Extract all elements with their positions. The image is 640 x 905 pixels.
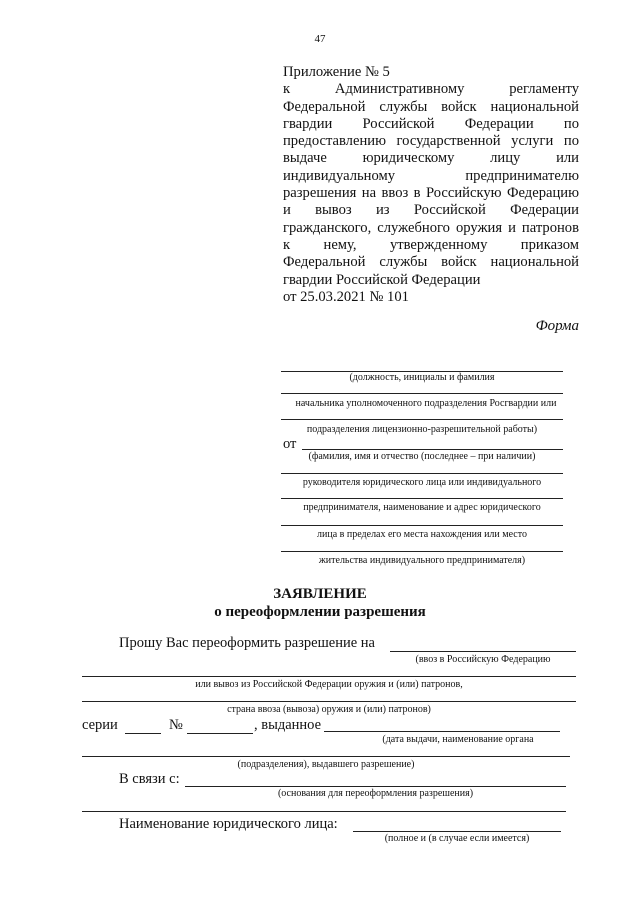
caption-import: (ввоз в Российскую Федерацию xyxy=(415,654,551,665)
grounds-field-2[interactable] xyxy=(82,811,566,812)
caption-date: (дата выдачи, наименование органа xyxy=(382,734,534,745)
appendix-line: Федеральной службы войск национальной xyxy=(283,254,579,271)
series-field[interactable] xyxy=(125,733,161,734)
appendix-line: Федеральной службы войск национальной xyxy=(283,98,579,115)
due-to-label: В связи с: xyxy=(119,771,180,787)
permit-type-field-3[interactable] xyxy=(82,701,576,702)
appendix-line: гвардии Российской Федерации xyxy=(283,271,481,288)
addressee-caption-3: подразделения лицензионно-разрешительной работы) xyxy=(306,424,538,435)
addressee-caption-5: руководителя юридического лица или индивидуального xyxy=(302,477,542,488)
appendix-line: разрешения на ввоз в Российскую Федерацию xyxy=(283,185,579,202)
number-field[interactable] xyxy=(187,733,253,734)
from-label: от xyxy=(283,436,297,452)
appendix-line: к нему, утвержденному приказом xyxy=(283,236,579,253)
appendix-line: к Административному регламенту xyxy=(283,81,579,98)
appendix-line: и вывоз из Российской Федерации xyxy=(283,202,579,219)
title-line-2: о переоформлении разрешения xyxy=(214,604,426,620)
addressee-caption-8: жительства индивидуального предпринимателя) xyxy=(318,555,526,566)
issued-label: , выданное xyxy=(254,717,322,733)
page-number: 47 xyxy=(314,33,326,45)
document-title xyxy=(0,585,640,621)
issued-field[interactable] xyxy=(324,731,560,732)
addressee-line-3 xyxy=(281,419,563,420)
request-text: Прошу Вас переоформить разрешение на xyxy=(119,635,375,651)
appendix-line: выдаче юридическому лицу или xyxy=(283,150,579,167)
addressee-caption-7: лица в пределах его места нахождения или место xyxy=(317,529,527,540)
permit-type-field[interactable] xyxy=(390,651,576,652)
addressee-line-7 xyxy=(281,525,563,526)
number-label: № xyxy=(169,717,183,733)
addressee-caption-2: начальника уполномоченного подразделения Росгвардии или xyxy=(295,398,557,409)
caption-export: или вывоз из Российской Федерации оружия и (или) патронов, xyxy=(195,679,463,690)
addressee-caption-6: предпринимателя, наименование и адрес юридического xyxy=(303,502,541,513)
addressee-line-8 xyxy=(281,551,563,552)
caption-department: (подразделения), выдавшего разрешение) xyxy=(237,759,415,770)
grounds-field[interactable] xyxy=(185,786,566,787)
appendix-line: Приложение № 5 xyxy=(283,64,390,80)
appendix-line: предоставлению государственной услуги по xyxy=(283,133,579,150)
addressee-line-6 xyxy=(281,498,563,499)
permit-type-field-2[interactable] xyxy=(82,676,576,677)
series-label: серии xyxy=(82,717,118,733)
title-line-1: ЗАЯВЛЕНИЕ xyxy=(273,586,367,602)
addressee-line-5 xyxy=(281,473,563,474)
caption-country: страна ввоза (вывоза) оружия и (или) патронов) xyxy=(227,704,431,715)
appendix-line: гражданского, служебного оружия и патронов xyxy=(283,219,579,236)
entity-name-label: Наименование юридического лица: xyxy=(119,816,338,832)
addressee-caption-4: (фамилия, имя и отчество (последнее – при наличии) xyxy=(308,451,536,462)
appendix-header xyxy=(283,64,579,306)
appendix-line: гвардии Российской Федерации по xyxy=(283,115,579,132)
department-field[interactable] xyxy=(82,756,570,757)
addressee-caption-1: (должность, инициалы и фамилия xyxy=(349,372,495,383)
addressee-line-4 xyxy=(302,449,563,450)
caption-full-name: (полное и (в случае если имеется) xyxy=(384,833,530,844)
caption-grounds: (основания для переоформления разрешения) xyxy=(277,788,474,799)
addressee-line-2 xyxy=(281,393,563,394)
appendix-line: индивидуальному предпринимателю xyxy=(283,167,579,184)
entity-name-field[interactable] xyxy=(353,831,561,832)
appendix-line: от 25.03.2021 № 101 xyxy=(283,288,409,305)
form-label: Форма xyxy=(535,318,579,334)
